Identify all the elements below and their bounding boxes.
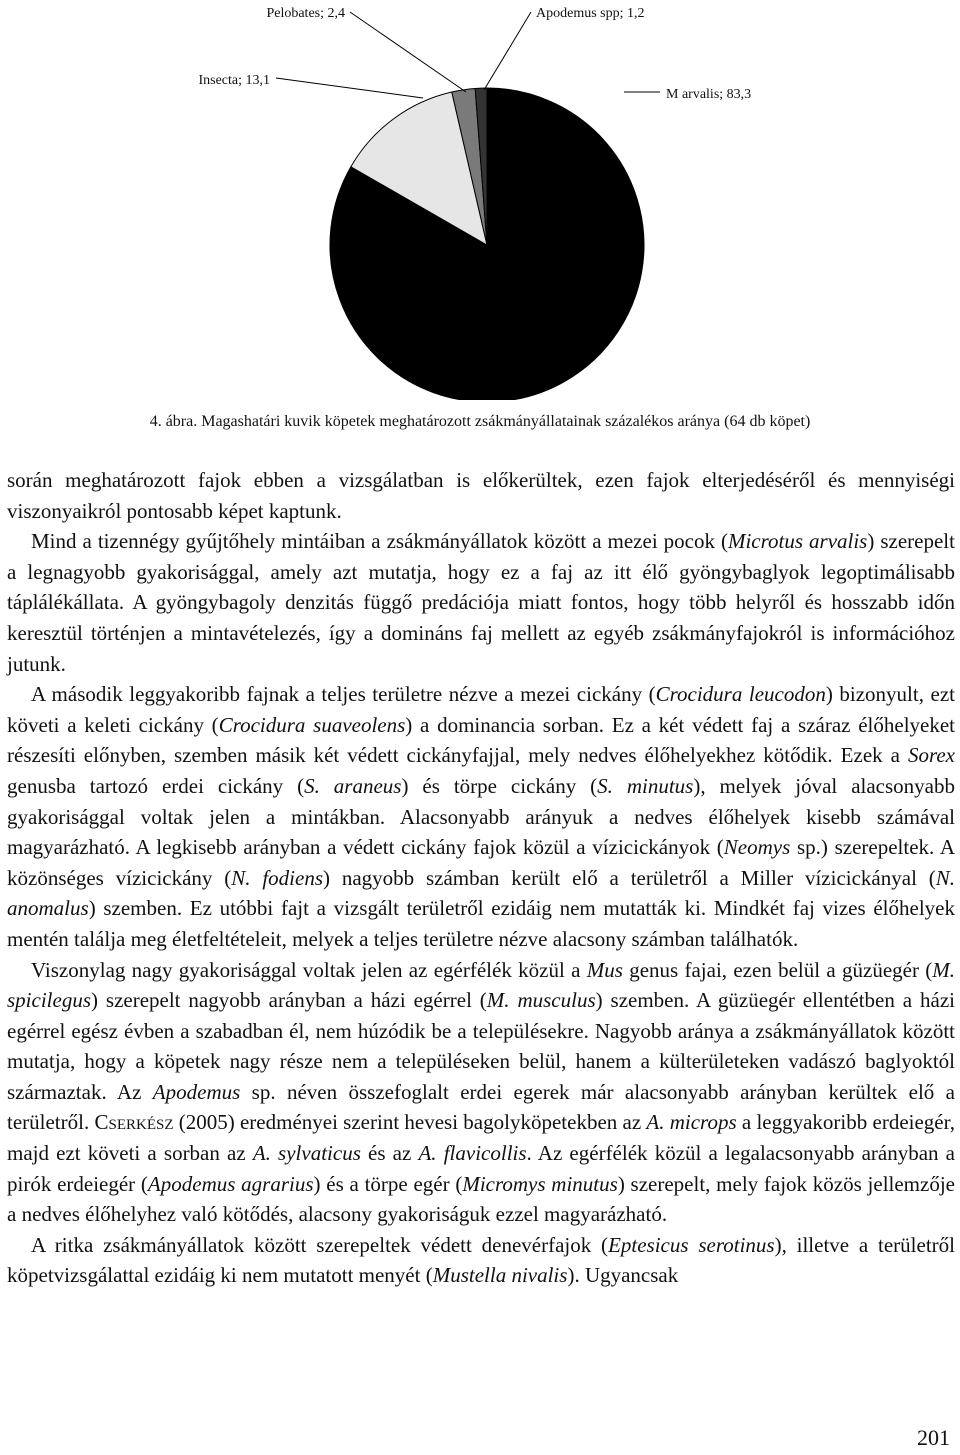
italic-run: M. spicilegus (7, 957, 955, 1013)
italic-run: N. fodiens (231, 865, 323, 890)
text-run: ) szerepelt nagyobb arányban a házi egérrel ( (91, 988, 487, 1013)
text-run: ). Ugyancsak (567, 1263, 679, 1288)
text-run: Cserkész (94, 1110, 174, 1135)
text-run: ) szemben. Ez utóbbi fajt a vizsgált területről ezidáig nem mutatták ki. Mindkét faj vizes élőhelyek mentén találja meg életfeltételeit, melyek a teljes területre nézve alacsony számban találhatók. (7, 896, 955, 951)
text-run: és az (360, 1141, 419, 1166)
leader-line (350, 12, 466, 92)
leader-line (276, 78, 423, 98)
italic-run: Eptesicus serotinus (608, 1232, 775, 1257)
italic-run: Microtus arvalis (727, 529, 868, 554)
text-run: ) bizonyult, ezt követi a keleti cickány ( (7, 682, 955, 737)
paragraph (7, 955, 955, 1230)
italic-run: Crocidura suaveolens (218, 712, 406, 737)
page-number: 201 (917, 1425, 950, 1450)
text-run: során meghatározott fajok ebben a vizsgálatban is előkerültek, ezen fajok elterjedéséről és mennyiségi viszonyaikról pontosabb képet kaptunk. (7, 468, 955, 523)
text-run: ) szemben. A güzüegér ellentétben a házi egérrel egész évben a szabadban él, nem húzódik be a településekre. Nagyobb aránya a zsákmányállatok között mutatja, hogy a köpetek nagy része nem a településeken belül, hanem a külterületeken vadászó baglyoktól származtak. Az (7, 988, 955, 1104)
paragraph (7, 465, 955, 526)
body-text (7, 465, 955, 1291)
italic-run: Crocidura leucodon (655, 682, 826, 707)
leader-line (484, 12, 531, 90)
text-run: ) és törpe cickány ( (401, 773, 598, 798)
italic-run: A. sylvaticus (252, 1141, 361, 1166)
text-run: (2005) eredményei szerint hevesi bagolyköpetekben az (173, 1110, 647, 1135)
slice-label: M arvalis; 83,3 (666, 87, 752, 102)
paragraph (7, 526, 955, 679)
italic-run: S. minutus (597, 773, 694, 798)
italic-run: S. araneus (304, 773, 402, 798)
text-run: A második leggyakoribb fajnak a teljes területre nézve a mezei cickány ( (31, 682, 656, 707)
text-run: ) szerepelt a legnagyobb gyakorisággal, amely azt mutatja, hogy ez a faj az itt élő gyöngybaglyok legoptimálisabb táplálékállata. A gyöngybagoly denzitás függő predációja miatt fontos, hogy több helyről és hosszabb időn keresztül történjen a mintavételezés, így a domináns faj mellett az egyéb zsákmányfajokról is információhoz jutunk. (7, 529, 955, 676)
text-run: sp. néven összefoglalt erdei egerek már alacsonyabb arányban kerültek elő a területről. (7, 1079, 955, 1135)
italic-run: Apodemus (152, 1079, 241, 1104)
italic-run: Micromys minutus (462, 1171, 618, 1196)
slice-label: Apodemus spp; 1,2 (536, 6, 645, 21)
text-run: A ritka zsákmányállatok között szerepeltek védett denevérfajok ( (31, 1232, 609, 1257)
slice-label: Pelobates; 2,4 (266, 6, 345, 21)
text-run: ) szerepelt, mely fajok közös jellemzője a nedves élőhelyhez való kötődés, alacsony gyakoriságuk ezzel magyarázható. (7, 1171, 955, 1227)
text-run: sp.) szerepeltek. A közönséges vízicickány ( (7, 835, 955, 890)
text-run: ) és a törpe egér ( (313, 1171, 463, 1196)
italic-run: A. flavicollis (418, 1141, 527, 1166)
italic-run: Mustella nivalis (432, 1263, 568, 1288)
text-run: ) nagyobb számban került elő a területről a Miller vízicickányal ( (323, 865, 936, 890)
text-run: Mind a tizennégy gyűjtőhely mintáiban a zsákmányállatok között a mezei pocok ( (31, 529, 728, 554)
italic-run: M. musculus (486, 988, 596, 1013)
slice-label: Insecta; 13,1 (198, 73, 270, 88)
italic-run: Apodemus agrarius (147, 1171, 314, 1196)
paragraph (7, 679, 955, 954)
pie-chart (0, 0, 960, 400)
italic-run: N. anomalus (7, 865, 955, 921)
text-run: ) a dominancia sorban. Ez a két védett faj a száraz élőhelyeket részesíti előnyben, szemben másik két védett cickányfajjal, mely nedves élőhelyekhez kötődik. Ezek a (7, 712, 956, 768)
text-run: genusba tartozó erdei cickány ( (7, 773, 305, 798)
text-run: a leggyakoribb erdeiegér, majd ezt követi a sorban az (7, 1110, 956, 1166)
italic-run: Sorex (907, 743, 955, 768)
paragraph (7, 1230, 955, 1291)
italic-run: A. microps (646, 1110, 737, 1135)
text-run: Viszonylag nagy gyakorisággal voltak jelen az egérfélék közül a (31, 957, 587, 982)
text-run: ), illetve a területről köpetvizsgálattal ezidáig ki nem mutatott menyét ( (7, 1232, 955, 1288)
italic-run: Mus (586, 957, 623, 982)
italic-run: Neomys (723, 835, 791, 860)
text-run: ), melyek jóval alacsonyabb gyakorisággal voltak jelen a mintákban. Alacsonyabb arányuk a nedves élőhelyek kisebb számával magyarázható. A legkisebb arányban a védett cickány fajok közül a vízicickányok ( (7, 773, 955, 860)
text-run: genus fajai, ezen belül a güzüegér ( (622, 957, 933, 982)
text-run: . Az egérfélék közül a legalacsonyabb arányban a pirók erdeiegér ( (7, 1141, 956, 1196)
figure-caption: 4. ábra. Magashatári kuvik köpetek meghatározott zsákmányállatainak százalékos aránya (64 db köpet) (149, 413, 811, 430)
